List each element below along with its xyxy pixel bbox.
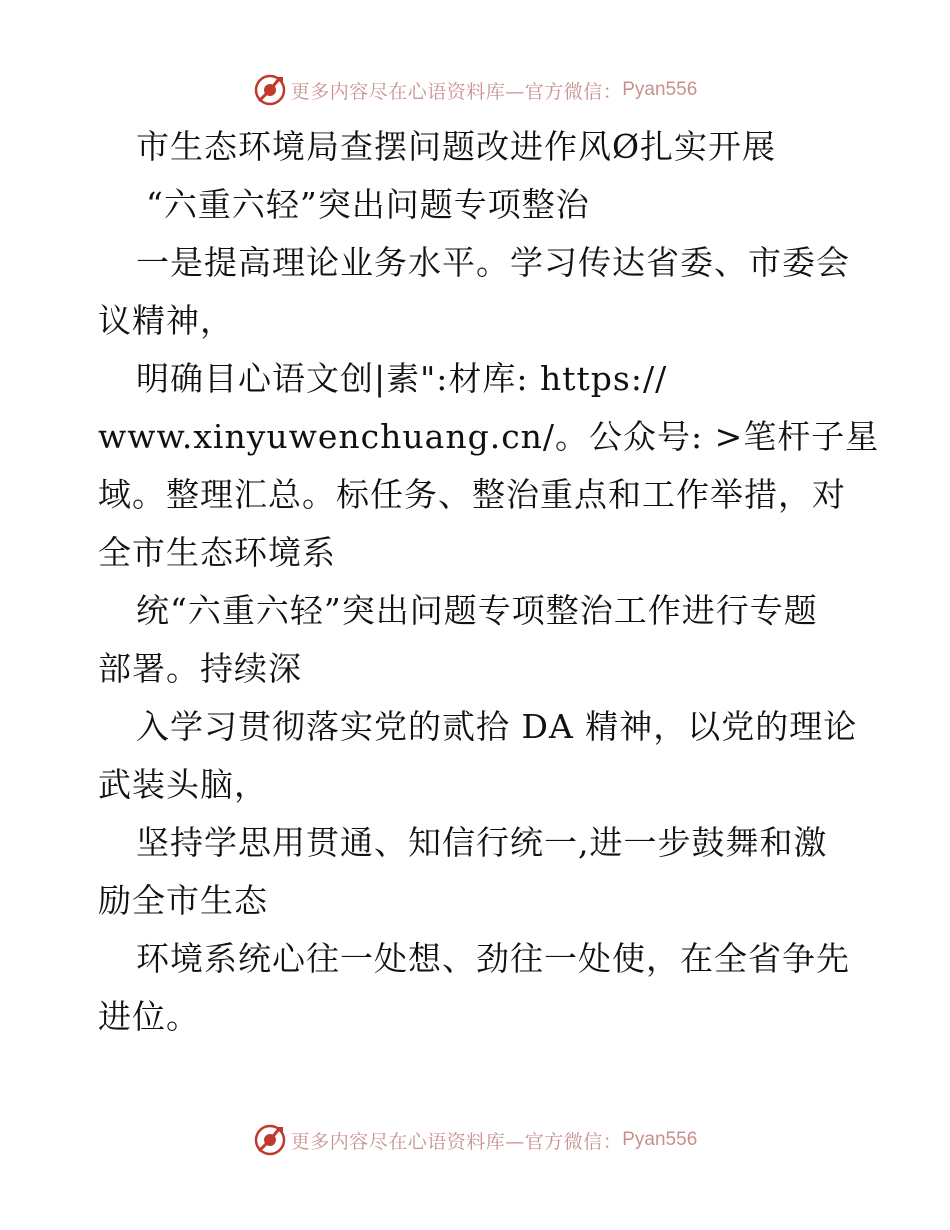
paragraph-line: 明确目心语文创|素":材库: https:// — [136, 359, 668, 398]
watermark-text: 更多内容尽在心语资料库—官方微信： — [290, 80, 623, 103]
pen-logo-icon — [253, 73, 287, 107]
watermark-wechat-id: Pyan556 — [622, 79, 698, 100]
paragraph-line: 一是提高理论业务水平。学习传达省委、市委会 — [136, 243, 850, 282]
footer-watermark — [0, 1120, 950, 1160]
paragraph-line: 环境系统心往一处想、劲往一处使，在全省争先 — [136, 939, 850, 978]
paragraph-line: 坚持学思用贯通、知信行统一,进一步鼓舞和激 — [136, 823, 828, 862]
title-line-1: 市生态环境局查摆问题改进作风Ø扎实开展 — [136, 127, 777, 166]
title-line-2: “六重六轻”突出问题专项整治 — [146, 185, 590, 224]
watermark-wechat-id: Pyan556 — [622, 1129, 698, 1150]
paragraph-line: 入学习贯彻落实党的贰拾 DA 精神，以党的理论 — [136, 707, 858, 746]
paragraph-line: 部署。持续深 — [98, 649, 302, 688]
paragraph-line: 进位。 — [98, 997, 200, 1036]
watermark-text: 更多内容尽在心语资料库—官方微信： — [290, 1130, 623, 1153]
paragraph-line: 武装头脑， — [98, 765, 268, 804]
paragraph-line: 励全市生态 — [98, 881, 268, 920]
paragraph-line: www.xinyuwenchuang.cn/。公众号: >笔杆子星 — [98, 417, 880, 456]
paragraph-line: 统“六重六轻”突出问题专项整治工作进行专题 — [136, 591, 818, 630]
header-watermark — [0, 70, 950, 110]
paragraph-line: 议精神， — [98, 301, 234, 340]
pen-logo-icon — [253, 1123, 287, 1157]
paragraph-line: 域。整理汇总。标任务、整治重点和工作举措，对 — [98, 475, 846, 514]
paragraph-line: 全市生态环境系 — [98, 533, 336, 572]
document-body — [98, 118, 880, 1046]
